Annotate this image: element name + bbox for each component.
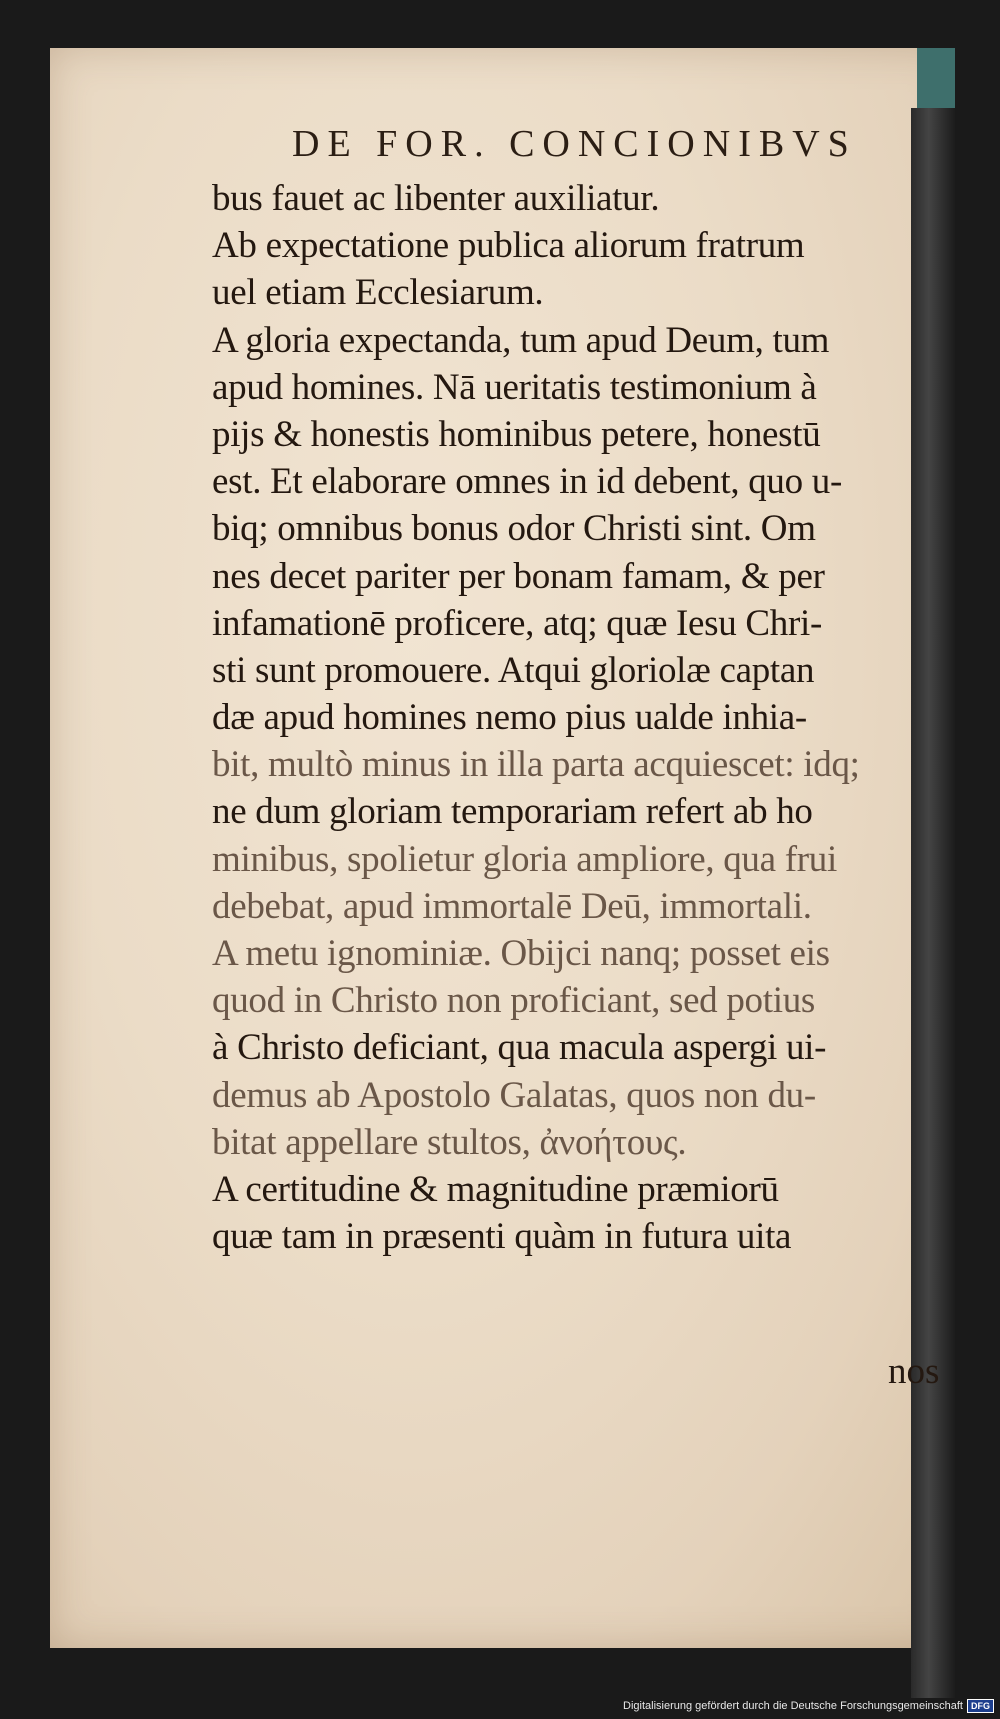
text-line: uel etiam Ecclesiarum. [212, 272, 544, 314]
text-line: A certitudine & magnitudine præmiorū [212, 1168, 779, 1210]
text-line: bus fauet ac libenter auxiliatur. [212, 178, 660, 219]
text-line: ne dum gloriam temporariam refert ab ho [212, 791, 813, 833]
text-line: quæ tam in præsenti quàm in futura uita [212, 1216, 792, 1258]
text-block [212, 175, 952, 1260]
text-line: biq; omnibus bonus odor Christi sint. Om [212, 508, 816, 550]
text-line: minibus, spolietur gloria ampliore, qua frui [212, 838, 837, 880]
text-line: apud homines. Nā ueritatis testimonium à [212, 366, 817, 408]
running-header: DE FOR. CONCIONIBVS [292, 123, 857, 165]
text-line: A gloria expectanda, tum apud Deum, tum [212, 319, 830, 361]
text-line: dæ apud homines nemo pius ualde inhia- [212, 697, 807, 739]
digitization-footer [623, 1699, 994, 1713]
text-line: quod in Christo non proficiant, sed potius [212, 980, 815, 1022]
text-line: demus ab Apostolo Galatas, quos non du- [212, 1074, 816, 1116]
text-line: sti sunt promouere. Atqui gloriolæ captan [212, 649, 815, 691]
text-line: A metu ignominiæ. Obijci nanq; posset eis [212, 933, 830, 974]
text-line: nes decet pariter per bonam famam, & per [212, 555, 825, 597]
binding-edge [917, 48, 955, 108]
text-line: Ab expectatione publica aliorum fratrum [212, 225, 805, 267]
text-line: infamationē proficere, atq; quæ Iesu Chri- [212, 602, 823, 644]
text-line: bitat appellare stultos, ἀνοήτους. [212, 1121, 687, 1163]
text-line: debebat, apud immortalē Deū, immortali. [212, 885, 812, 927]
text-line: pijs & honestis hominibus petere, honestū [212, 413, 821, 455]
text-line: à Christo deficiant, qua macula aspergi ui- [212, 1027, 827, 1069]
footer-text: Digitalisierung gefördert durch die Deutsche Forschungsgemeinschaft [623, 1700, 963, 1712]
text-line: bit, multò minus in illa parta acquiescet: idq; [212, 744, 860, 786]
text-line: est. Et elaborare omnes in id debent, quo u- [212, 461, 843, 503]
dfg-logo-icon: DFG [967, 1699, 994, 1713]
catchword: nos [888, 1351, 940, 1392]
